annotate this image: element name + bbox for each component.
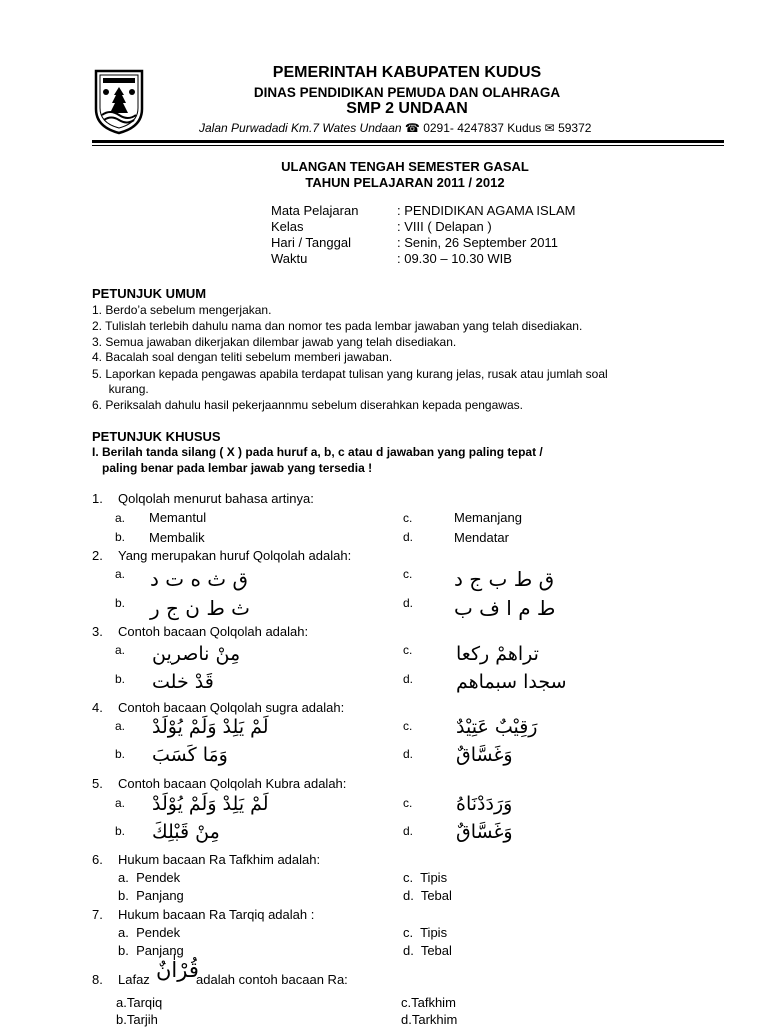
- q7-option-b: b. Panjang: [118, 943, 184, 958]
- q1-letter-d: d.: [403, 530, 414, 544]
- q2-option-c: ق ط ب ج د: [454, 567, 555, 591]
- info-value-date: : Senin, 26 September 2011: [397, 235, 558, 250]
- special-heading: PETUNJUK KHUSUS: [92, 429, 221, 444]
- q3-letter-a: a.: [115, 643, 126, 657]
- q3-option-d: سجدا سبماهم: [456, 671, 567, 693]
- q2-option-a: ق ث ه ت د: [150, 567, 248, 591]
- q5-number: 5.: [92, 776, 103, 791]
- info-label-date: Hari / Tanggal: [271, 235, 351, 250]
- q2-letter-c: c.: [403, 567, 413, 581]
- general-item-1: 1. Berdo’a sebelum mengerjakan.: [92, 303, 272, 317]
- general-item-5b: kurang.: [92, 382, 149, 396]
- q7-option-d: d. Tebal: [403, 943, 452, 958]
- q4-text: Contoh bacaan Qolqolah sugra adalah:: [118, 700, 345, 715]
- postal-text: 59372: [558, 121, 592, 135]
- q4-option-b: وَمَا كَسَبَ: [152, 744, 228, 766]
- info-label-time: Waktu: [271, 251, 308, 266]
- q8-number: 8.: [92, 972, 103, 987]
- q1-letter-a: a.: [115, 511, 126, 525]
- q7-number: 7.: [92, 907, 103, 922]
- q1-option-a: Memantul: [149, 510, 207, 525]
- general-item-3: 3. Semua jawaban dikerjakan dilembar jawab yang telah disediakan.: [92, 335, 457, 349]
- q8-option-b: b.Tarjih: [116, 1012, 158, 1027]
- phone-text: 0291- 4247837 Kudus: [423, 121, 542, 135]
- q1-text: Qolqolah menurut bahasa artinya:: [118, 491, 314, 506]
- q2-option-d: ط م ا ف ب: [454, 596, 556, 620]
- info-value-class: : VIII ( Delapan ): [397, 219, 492, 234]
- q4-option-a: لَمْ يَلِدْ وَلَمْ يُوْلَدْ: [152, 716, 269, 738]
- q1-option-c: Memanjang: [454, 510, 522, 525]
- general-item-2: 2. Tulislah terlebih dahulu nama dan nomor tes pada lembar jawaban yang telah disediakan.: [92, 319, 583, 333]
- general-item-4: 4. Bacalah soal dengan teliti sebelum memberi jawaban.: [92, 350, 393, 364]
- q4-letter-b: b.: [115, 747, 126, 761]
- q6-option-c: c. Tipis: [403, 870, 448, 885]
- info-label-class: Kelas: [271, 219, 304, 234]
- envelope-icon: ✉: [544, 121, 555, 135]
- q3-option-c: تراهمْ ركعا: [456, 643, 539, 665]
- q8-option-c: c.Tafkhim: [401, 995, 456, 1010]
- q4-number: 4.: [92, 700, 103, 715]
- q8-pre: Lafaz: [118, 972, 150, 987]
- q2-option-b: ث ط ن ج ر: [150, 596, 251, 620]
- regency-logo: [93, 65, 145, 135]
- header-line1: PEMERINTAH KABUPATEN KUDUS: [272, 64, 542, 81]
- header-line3: SMP 2 UNDAAN: [346, 100, 468, 117]
- q1-number: 1.: [92, 491, 103, 506]
- phone-icon: ☎: [404, 121, 420, 135]
- q6-number: 6.: [92, 852, 103, 867]
- q4-letter-d: d.: [403, 747, 414, 761]
- special-line2: paling benar pada lembar jawab yang tersedia !: [92, 461, 373, 475]
- q6-option-d: d. Tebal: [403, 888, 452, 903]
- q4-letter-c: c.: [403, 719, 413, 733]
- info-value-subject: : PENDIDIKAN AGAMA ISLAM: [397, 203, 576, 218]
- q3-letter-b: b.: [115, 672, 126, 686]
- q1-option-b: Membalik: [149, 530, 205, 545]
- q3-letter-c: c.: [403, 643, 413, 657]
- q4-letter-a: a.: [115, 719, 126, 733]
- q3-number: 3.: [92, 624, 103, 639]
- q1-letter-b: b.: [115, 530, 126, 544]
- general-heading: PETUNJUK UMUM: [92, 286, 207, 301]
- q5-option-d: وَغَسَّاقٌ: [456, 821, 513, 843]
- exam-title2: TAHUN PELAJARAN 2011 / 2012: [305, 175, 505, 190]
- q5-letter-a: a.: [115, 796, 126, 810]
- q3-text: Contoh bacaan Qolqolah adalah:: [118, 624, 309, 639]
- q7-option-a: a. Pendek: [118, 925, 181, 940]
- header-rule-thick: [92, 140, 724, 143]
- exam-title1: ULANGAN TENGAH SEMESTER GASAL: [281, 159, 529, 174]
- q1-letter-c: c.: [403, 511, 413, 525]
- q3-letter-d: d.: [403, 672, 414, 686]
- q5-letter-c: c.: [403, 796, 413, 810]
- q6-option-a: a. Pendek: [118, 870, 181, 885]
- q1-option-d: Mendatar: [454, 530, 509, 545]
- q6-option-b: b. Panjang: [118, 888, 184, 903]
- q7-option-c: c. Tipis: [403, 925, 448, 940]
- q5-letter-b: b.: [115, 824, 126, 838]
- q2-letter-b: b.: [115, 596, 126, 610]
- q3-option-b: قَدْ خلت: [152, 671, 214, 693]
- q7-text: Hukum bacaan Ra Tarqiq adalah :: [118, 907, 315, 922]
- q2-number: 2.: [92, 548, 103, 563]
- q2-text: Yang merupakan huruf Qolqolah adalah:: [118, 548, 352, 563]
- q5-letter-d: d.: [403, 824, 414, 838]
- q4-option-c: رَقِيْبٌ عَتِيْدٌ: [456, 716, 538, 738]
- q2-letter-d: d.: [403, 596, 414, 610]
- q8-arabic-word: قُرْاٰنٌ: [156, 958, 199, 982]
- q8-post: adalah contoh bacaan Ra:: [196, 972, 348, 987]
- q6-text: Hukum bacaan Ra Tafkhim adalah:: [118, 852, 321, 867]
- q4-option-d: وَغَسَّاقٌ: [456, 744, 513, 766]
- q5-option-a: لَمْ يَلِدْ وَلَمْ يُوْلَدْ: [152, 793, 269, 815]
- q5-option-b: مِنْ قَبْلِكَ: [152, 821, 220, 843]
- header-line2: DINAS PENDIDIKAN PEMUDA DAN OLAHRAGA: [253, 85, 561, 100]
- info-value-time: : 09.30 – 10.30 WIB: [397, 251, 512, 266]
- q3-option-a: مِنْ ناصرين: [152, 643, 241, 665]
- info-label-subject: Mata Pelajaran: [271, 203, 359, 218]
- q8-option-d: d.Tarkhim: [401, 1012, 458, 1027]
- special-line1: I. Berilah tanda silang ( X ) pada huruf a, b, c atau d jawaban yang paling tepat /: [92, 445, 543, 459]
- header-address: [199, 121, 591, 135]
- address-text: Jalan Purwadadi Km.7 Wates Undaan: [199, 121, 402, 135]
- general-item-5: 5. Laporkan kepada pengawas apabila terdapat tulisan yang kurang jelas, rusak atau jumlah soal: [92, 367, 608, 381]
- general-item-6: 6. Periksalah dahulu hasil pekerjaannmu sebelum diserahkan kepada pengawas.: [92, 398, 523, 412]
- q8-option-a: a.Tarqiq: [116, 995, 163, 1010]
- header-rule-thin: [92, 145, 724, 146]
- q5-text: Contoh bacaan Qolqolah Kubra adalah:: [118, 776, 347, 791]
- q2-letter-a: a.: [115, 567, 126, 581]
- q5-option-c: وَرَدَدْنَاهُ: [456, 793, 513, 815]
